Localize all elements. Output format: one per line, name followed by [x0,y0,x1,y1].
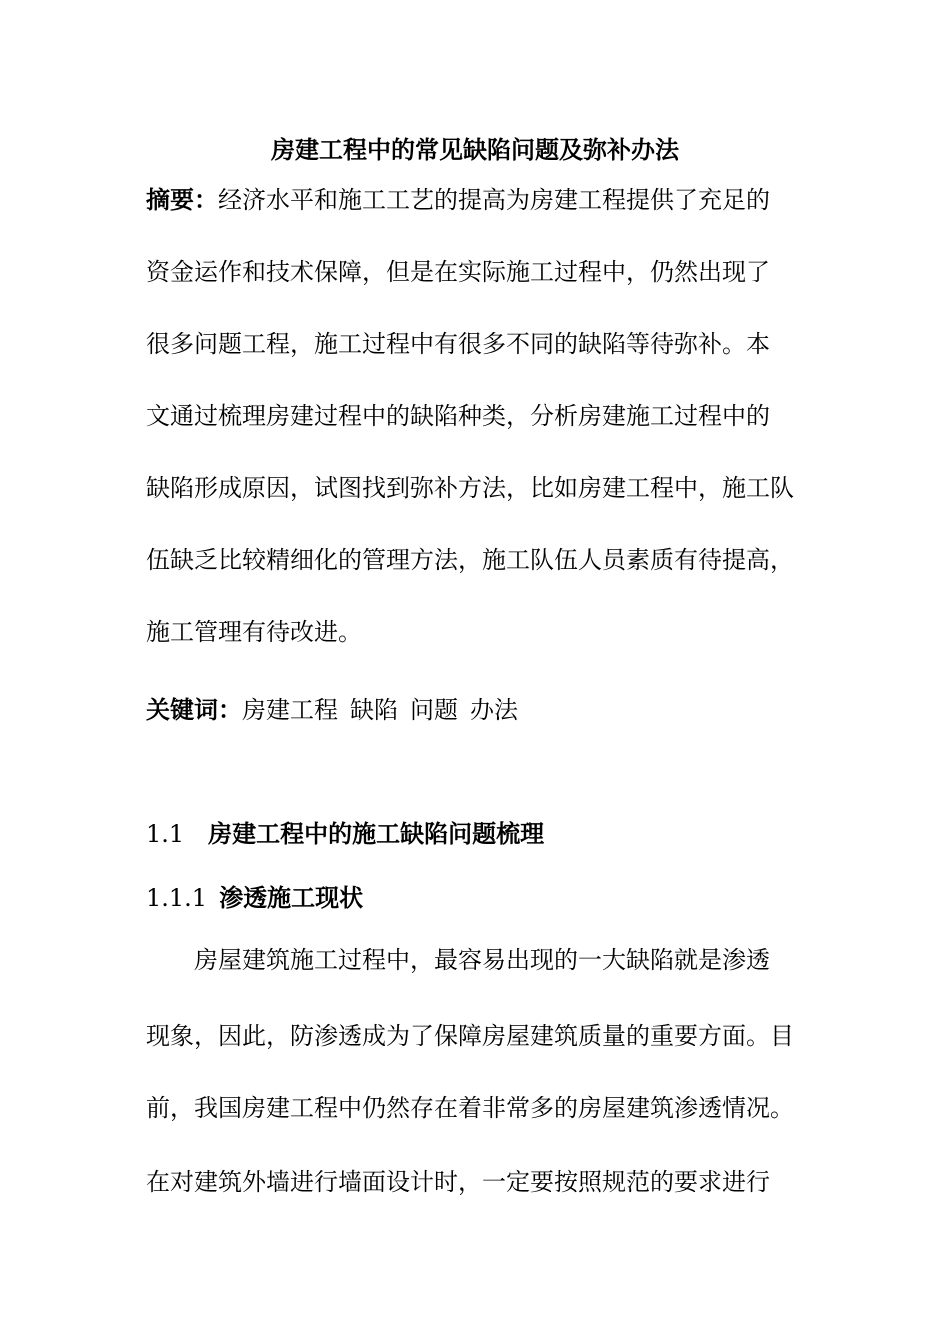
abstract-text: 经济水平和施工工艺的提高为房建工程提供了充足的 [218,186,770,214]
abstract-line-7: 施工管理有待改进。 [146,618,362,646]
abstract-line-6: 伍缺乏比较精细化的管理方法，施工队伍人员素质有待提高， [146,546,794,574]
abstract-line-4: 文通过梳理房建过程中的缺陷种类，分析房建施工过程中的 [146,402,770,430]
section-number: 1.1 [146,820,185,848]
keyword-item: 办法 [470,696,518,724]
keywords-line [146,692,836,728]
keywords-label: 关键词： [146,696,242,724]
subsection-title: 渗透施工现状 [219,884,364,912]
abstract-line-5: 缺陷形成原因，试图找到弥补方法，比如房建工程中，施工队 [146,474,794,502]
section-title: 房建工程中的施工缺陷问题梳理 [208,820,545,848]
keyword-item: 问题 [410,696,458,724]
abstract-line-2: 资金运作和技术保障，但是在实际施工过程中，仍然出现了 [146,258,770,286]
subsection-number: 1.1.1 [146,884,208,912]
body-line-3: 前，我国房建工程中仍然存在着非常多的房屋建筑渗透情况。 [146,1094,794,1122]
abstract-line-3: 很多问题工程，施工过程中有很多不同的缺陷等待弥补。本 [146,330,770,358]
keyword-item: 房建工程 [242,696,338,724]
keyword-item: 缺陷 [350,696,398,724]
abstract-line-1 [146,182,836,218]
abstract-label: 摘要： [146,186,218,214]
body-line-2: 现象，因此，防渗透成为了保障房屋建筑质量的重要方面。目 [146,1022,794,1050]
body-line-4: 在对建筑外墙进行墙面设计时，一定要按照规范的要求进行 [146,1168,770,1196]
section-heading [146,816,836,852]
body-line-1: 房屋建筑施工过程中，最容易出现的一大缺陷就是渗透 [194,946,770,974]
subsection-heading [146,880,836,916]
document-title: 房建工程中的常见缺陷问题及弥补办法 [271,136,679,164]
